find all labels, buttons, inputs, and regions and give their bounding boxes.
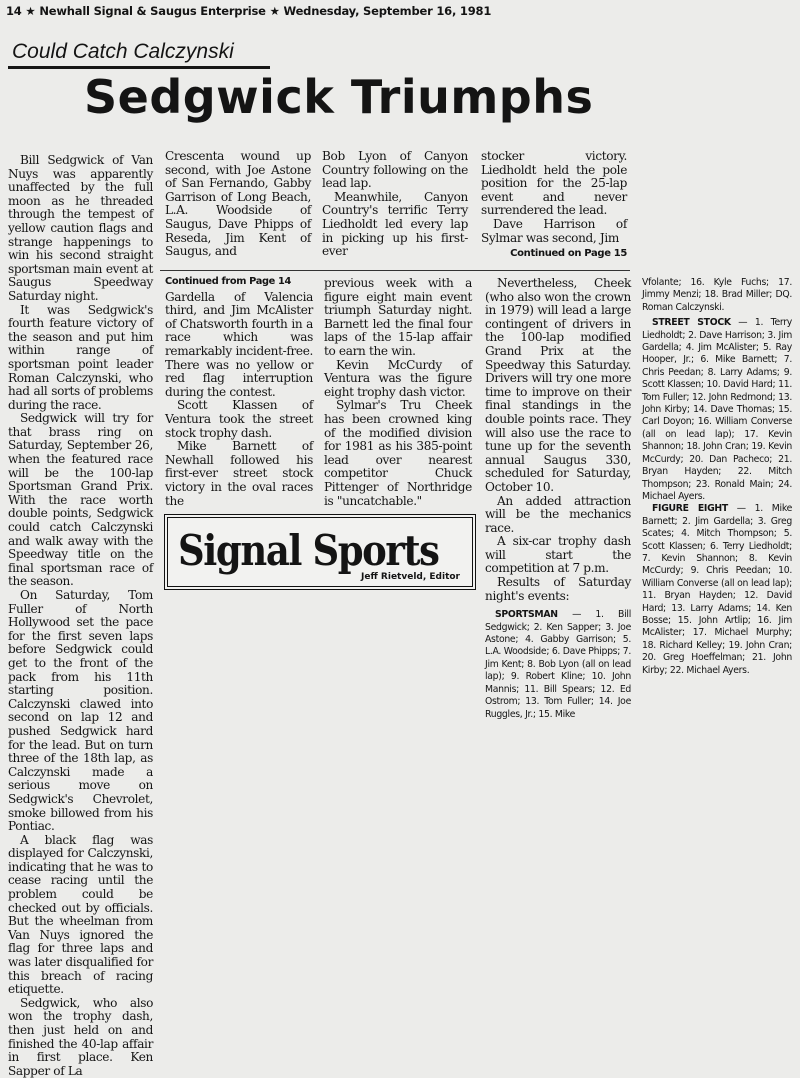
article-column-2-top — [165, 150, 311, 259]
paragraph: An added attraction will be the mechanics race. — [485, 493, 631, 535]
results-column-5 — [642, 277, 792, 677]
article-column-2-bottom — [165, 275, 313, 508]
paragraph: Scott Klassen of Ventura took the street stock trophy dash. — [165, 398, 313, 440]
page-header: 14 ★ Newhall Signal & Saugus Enterprise ★ Wednesday, September 16, 1981 — [6, 4, 492, 18]
article-column-4-bottom — [485, 277, 631, 721]
signal-sports-logo — [164, 514, 476, 590]
paragraph: Sedgwick will try for that brass ring on Saturday, September 26, when the featured race will be the 100-lap Sportsman Grand Prix. With the race worth double points, Sedgwick could catch Calczynski and walk away with the Speedway title on the final sportsman race of the season. — [8, 411, 153, 589]
results-text: — 1. Bill Sedgwick; 2. Ken Sapper; 3. Joe Astone; 4. Gabby Garrison; 5. L.A. Woodside; 6. Dave Phipps; 7. Jim Kent; 8. Bob Lyon (all on lead lap); 9. Robert Kline; 10. John Mannis; 11. Bill Spears; 12. Ed Ostrom; 13. Tom Fuller; 14. Joe Ruggles, Jr.; 15. Mike — [485, 609, 631, 720]
paragraph: previous week with a figure eight main event triumph Saturday night. Barnett led the final four laps of the 15-lap affair to earn the win. — [324, 276, 472, 358]
results-text: Vfolante; 16. Kyle Fuchs; 17. Jimmy Menzi; 18. Brad Miller; DQ. Roman Calczynski. — [642, 277, 792, 313]
paragraph: Bill Sedgwick of Van Nuys was apparently unaffected by the full moon as he threaded through the tempest of yellow caution flags and strange happenings to win his second straight sportsman main event at Saugus Speedway Saturday night. — [8, 153, 153, 303]
logo-title: Signal Sports — [178, 526, 439, 575]
results-figure-eight — [642, 503, 792, 677]
results-text: — 1. Mike Barnett; 2. Jim Gardella; 3. Greg Scates; 4. Mitch Thompson; 5. Scott Klassen; 6. Terry Liedholdt; 7. Kevin Shannon; 8. Kevin McCurdy; 9. Chris Peedan; 10. William Converse (all on lead lap); 11. Bryan Hayden; 12. David Hard; 13. Larry Adams; 14. Ken Bosse; 15. John Artlip; 16. Jim McAlister; 17. Michael Murphy; 18. Richard Kelley; 19. John Cran; 20. Greg Hoeffelman; 21. John Kirby; 22. Michael Ayers. — [642, 503, 792, 676]
kicker-headline: Could Catch Calczynski — [12, 40, 234, 63]
paragraph: Kevin McCurdy of Ventura was the figure eight trophy dash victor. — [324, 357, 472, 399]
kicker-rule — [8, 66, 270, 69]
continued-on-label: Continued on Page 15 — [510, 248, 627, 260]
paragraph: Crescenta wound up second, with Joe Astone of San Fernando, Gabby Garrison of Long Beach, L.A. Woodside of Saugus, Dave Phipps of Reseda, Jim Kent of Saugus, and — [165, 149, 311, 259]
paragraph: A six-car trophy dash will start the competition at 7 p.m. — [485, 534, 631, 576]
results-label: STREET STOCK — [652, 317, 731, 329]
paragraph: A black flag was displayed for Calczynski, indicating that he was to cease racing until the problem could be checked out by officials. But the wheelman from Van Nuys ignored the flag for three laps and was later disqualified for this breach of racing etiquette. — [8, 832, 153, 997]
results-sportsman — [485, 609, 631, 721]
paragraph: On Saturday, Tom Fuller of North Hollywood set the pace for the first seven laps before Sedgwick could get to the front of the pack from his 11th starting position. Calczynski clawed into second on lap 12 and pushed Sedgwick hard for the lead. But on turn three of the 18th lap, as Calczynski made a serious move on Sedgwick's Chevrolet, smoke billowed from his Pontiac. — [8, 588, 153, 834]
continued-from-label: Continued from Page 14 — [165, 276, 291, 287]
article-column-4-top — [481, 150, 627, 261]
paragraph: Sylmar's Tru Cheek has been crowned king of the modified division for 1981 as his 385-point lead over nearest competitor Chuck Pittenger of Northridge is "uncatchable." — [324, 398, 472, 508]
paragraph: Nevertheless, Cheek (who also won the crown in 1979) will lead a large contingent of drivers in the 100-lap modified Grand Prix at the Speedway this Saturday. Drivers will try one more time to improve on their final standings in the double points race. They will also use the race to tune up for the seventh annual Saugus 330, scheduled for Saturday, October 10. — [485, 276, 631, 494]
article-column-1 — [8, 154, 153, 1078]
paragraph: Meanwhile, Canyon Country's terrific Terry Liedholdt led every lap in picking up his first-ever — [322, 189, 468, 259]
results-street-stock — [642, 317, 792, 503]
results-label: FIGURE EIGHT — [652, 503, 728, 515]
paragraph: stocker victory. Liedholdt held the pole position for the 25-lap event and never surrendered the lead. — [481, 149, 627, 218]
paragraph: It was Sedgwick's fourth feature victory of the season and put him within range of sportsman point leader Roman Calczynski, who had all sorts of problems during the race. — [8, 302, 153, 412]
paragraph: Gardella of Valencia third, and Jim McAlister of Chatsworth fourth in a race which was remarkably incident-free. There was no yellow or red flag interruption during the contest. — [165, 289, 313, 399]
paragraph: Results of Saturday night's events: — [485, 575, 631, 603]
results-text: — 1. Terry Liedholdt; 2. Dave Harrison; 3. Jim Gardella; 4. Jim McAlister; 5. Ray Hooper, Jr.; 6. Mike Barnett; 7. Chris Peedan; 8. Larry Adams; 9. Scott Klassen; 10. David Hard; 11. Tom Fuller; 12. John Redmond; 13. John Kirby; 14. Dave Thomas; 15. Carl Doyon; 16. William Converse (all on lead lap); 17. Kevin Shannon; 18. John Cran; 19. Kevin McCurdy; 20. Dan Pacheco; 21. Bryan Hayden; 22. Mitch Thompson; 23. Ronald Main; 24. Michael Ayers. — [642, 317, 792, 502]
section-divider — [160, 270, 630, 271]
logo-editor-credit: Jeff Rietveld, Editor — [361, 572, 460, 582]
article-column-3-top — [322, 150, 468, 259]
paragraph: Mike Barnett of Newhall followed his first-ever street stock victory in the oval races the — [165, 439, 313, 508]
paragraph: Sedgwick, who also won the trophy dash, then just held on and finished the 40-lap affair in first place. Ken Sapper of La — [8, 995, 153, 1078]
paragraph: Dave Harrison of Sylmar was second, Jim — [481, 216, 627, 245]
paragraph: Bob Lyon of Canyon Country following on the lead lap. — [322, 149, 468, 191]
results-label: SPORTSMAN — [495, 609, 558, 621]
article-column-3-bottom — [324, 277, 472, 508]
main-headline: Sedgwick Triumphs — [84, 70, 594, 124]
